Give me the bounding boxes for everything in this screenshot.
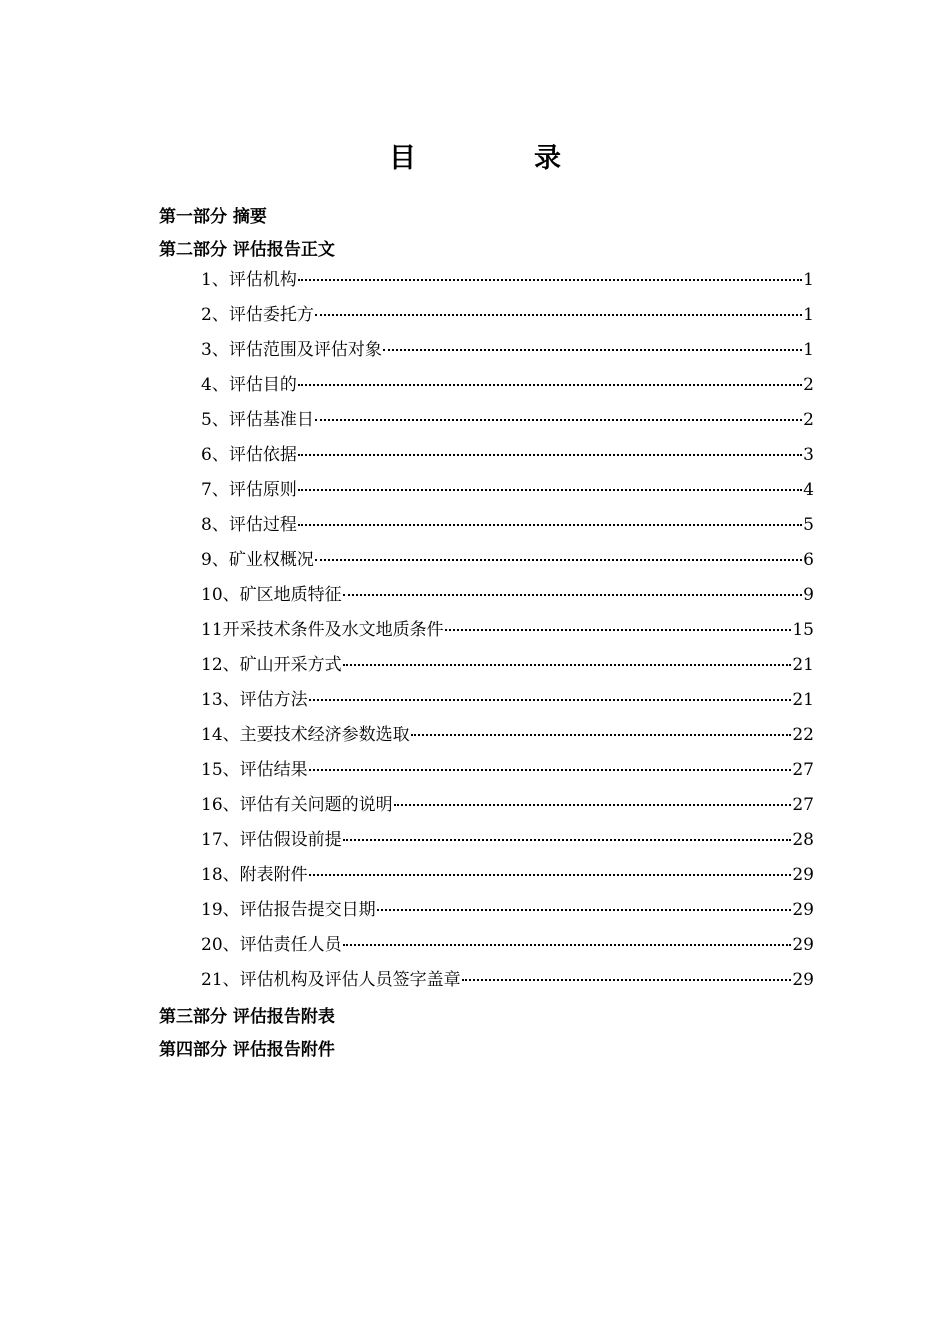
toc-entry-label: 2、评估委托方 (201, 305, 314, 325)
toc-entry-page-number: 6 (803, 550, 814, 570)
toc-entry[interactable] (201, 826, 814, 861)
toc-entry-label: 6、评估依据 (201, 445, 297, 465)
toc-entry-label: 3、评估范围及评估对象 (201, 340, 382, 360)
toc-leader-dots (377, 909, 792, 911)
toc-leader-dots (343, 594, 803, 596)
toc-entry-label: 5、评估基准日 (201, 410, 314, 430)
toc-entry[interactable] (201, 756, 814, 791)
toc-entry[interactable] (201, 651, 814, 686)
toc-entry-page-number: 29 (792, 935, 814, 955)
toc-entry[interactable] (201, 336, 814, 371)
toc-entry-page-number: 3 (803, 445, 814, 465)
toc-leader-dots (309, 699, 792, 701)
toc-leader-dots (298, 384, 802, 386)
title-char-2: 录 (534, 143, 561, 174)
toc-entry-label: 11开采技术条件及水文地质条件 (201, 620, 444, 640)
toc-entry-label: 19、评估报告提交日期 (201, 900, 376, 920)
toc-entry-label: 14、主要技术经济参数选取 (201, 725, 410, 745)
toc-entry[interactable] (201, 616, 814, 651)
toc-entry-page-number: 1 (803, 270, 814, 290)
toc-entry-label: 17、评估假设前提 (201, 830, 342, 850)
toc-entry[interactable] (201, 896, 814, 931)
part-heading-1: 第一部分 摘要 (159, 207, 267, 227)
toc-entry-label: 4、评估目的 (201, 375, 297, 395)
toc-entry-page-number: 28 (792, 830, 814, 850)
toc-leader-dots (411, 734, 792, 736)
toc-entry-label: 16、评估有关问题的说明 (201, 795, 393, 815)
toc-entry-label: 20、评估责任人员 (201, 935, 342, 955)
part-heading-4: 第四部分 评估报告附件 (159, 1040, 335, 1060)
toc-entry-label: 8、评估过程 (201, 515, 297, 535)
toc-entry-label: 1、评估机构 (201, 270, 297, 290)
toc-entry-label: 18、附表附件 (201, 865, 308, 885)
toc-entry-page-number: 1 (803, 340, 814, 360)
part-heading-2: 第二部分 评估报告正文 (159, 240, 335, 260)
toc-leader-dots (343, 839, 792, 841)
toc-entry-page-number: 29 (792, 900, 814, 920)
toc-entry-page-number: 27 (792, 795, 814, 815)
title-char-1: 目 (389, 143, 416, 174)
toc-leader-dots (462, 979, 792, 981)
toc-leader-dots (298, 524, 802, 526)
toc-leader-dots (315, 559, 802, 561)
toc-leader-dots (298, 454, 802, 456)
toc-entry-page-number: 29 (792, 865, 814, 885)
toc-entry[interactable] (201, 791, 814, 826)
page-title (0, 136, 950, 175)
toc-entry-label: 21、评估机构及评估人员签字盖章 (201, 970, 461, 990)
toc-entry[interactable] (201, 441, 814, 476)
toc-entry-label: 13、评估方法 (201, 690, 308, 710)
toc-entry[interactable] (201, 406, 814, 441)
toc-entry[interactable] (201, 686, 814, 721)
toc-entry[interactable] (201, 581, 814, 616)
toc-entry[interactable] (201, 966, 814, 1001)
toc-leader-dots (343, 664, 792, 666)
toc-entry-page-number: 21 (792, 690, 814, 710)
toc-leader-dots (298, 279, 802, 281)
toc-entry-page-number: 21 (792, 655, 814, 675)
toc-entry-page-number: 9 (803, 585, 814, 605)
toc-leader-dots (298, 489, 802, 491)
toc-entry-page-number: 15 (792, 620, 814, 640)
toc-entry[interactable] (201, 301, 814, 336)
toc-leader-dots (309, 874, 792, 876)
toc-entry-label: 12、矿山开采方式 (201, 655, 342, 675)
toc-entry-label: 9、矿业权概况 (201, 550, 314, 570)
toc-entry[interactable] (201, 546, 814, 581)
toc-entry-label: 15、评估结果 (201, 760, 308, 780)
toc-entry-page-number: 5 (803, 515, 814, 535)
toc-entry[interactable] (201, 861, 814, 896)
toc-entry[interactable] (201, 266, 814, 301)
part-heading-3: 第三部分 评估报告附表 (159, 1007, 335, 1027)
toc-leader-dots (394, 804, 792, 806)
toc-leader-dots (309, 769, 792, 771)
toc-leader-dots (315, 314, 802, 316)
toc-leader-dots (445, 629, 792, 631)
toc-entry[interactable] (201, 511, 814, 546)
toc-entry[interactable] (201, 371, 814, 406)
toc-entry-page-number: 2 (803, 410, 814, 430)
toc-entry-page-number: 4 (803, 480, 814, 500)
toc-entry-page-number: 2 (803, 375, 814, 395)
toc-entry-page-number: 29 (792, 970, 814, 990)
toc-entry[interactable] (201, 721, 814, 756)
toc-entry-label: 7、评估原则 (201, 480, 297, 500)
toc-entry[interactable] (201, 476, 814, 511)
toc-entry-page-number: 1 (803, 305, 814, 325)
toc-leader-dots (315, 419, 802, 421)
toc-entry-label: 10、矿区地质特征 (201, 585, 342, 605)
toc-entry[interactable] (201, 931, 814, 966)
toc-entry-page-number: 27 (792, 760, 814, 780)
toc-leader-dots (383, 349, 802, 351)
toc-entry-page-number: 22 (792, 725, 814, 745)
toc-list (201, 266, 814, 1001)
toc-leader-dots (343, 944, 792, 946)
